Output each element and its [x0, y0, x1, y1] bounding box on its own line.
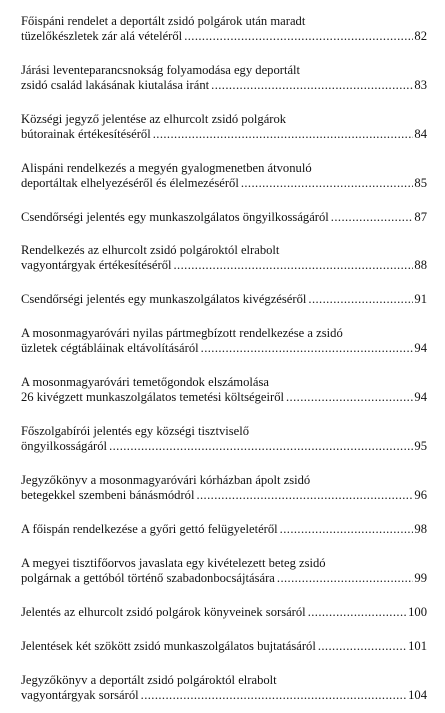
toc-entry-text: tüzelőkészletek zár alá vételéről: [21, 29, 183, 43]
toc-entry: [21, 556, 427, 586]
toc-entry-text: Járási leventeparancsnokság folyamodása egy deportált: [21, 63, 301, 77]
toc-page-number: 100: [408, 605, 427, 619]
toc-page-number: 84: [414, 127, 427, 141]
toc-leader-dots: [184, 29, 413, 44]
toc-leader-dots: [308, 605, 407, 620]
toc-entry-line: [21, 439, 427, 454]
toc-entry-line: [21, 556, 427, 571]
toc-entry-line: [21, 473, 427, 488]
toc-entry: [21, 14, 427, 44]
toc-entry-text: öngyilkosságáról: [21, 439, 108, 453]
toc-entry: [21, 161, 427, 191]
toc-entry-line: [21, 488, 427, 503]
toc-entry: [21, 375, 427, 405]
toc-entry-line: [21, 326, 427, 341]
toc-page-number: 88: [414, 258, 427, 272]
toc-page-number: 94: [414, 341, 427, 355]
toc-page-number: 101: [408, 639, 427, 653]
toc-entry: [21, 424, 427, 454]
toc-entry-text: betegekkel szembeni bánásmódról: [21, 488, 195, 502]
toc-leader-dots: [174, 258, 414, 273]
toc-entry-text: Községi jegyző jelentése az elhurcolt zsidó polgárok: [21, 112, 287, 126]
toc-entry-text: vagyontárgyak sorsáról: [21, 688, 139, 702]
toc-entry-line: [21, 688, 427, 703]
toc-entry-text: A mosonmagyaróvári temetőgondok elszámolása: [21, 375, 269, 389]
toc-entry-line: [21, 390, 427, 405]
toc-leader-dots: [141, 688, 407, 703]
toc-leader-dots: [201, 341, 414, 356]
toc-entry-text: bútorainak értékesítéséről: [21, 127, 151, 141]
toc-leader-dots: [308, 292, 413, 307]
toc-entry-text: üzletek cégtábláinak eltávolításáról: [21, 341, 199, 355]
toc-entry-text: A főispán rendelkezése a győri gettó felügyeletéről: [21, 522, 278, 536]
toc-entry-line: [21, 127, 427, 142]
toc-entry: [21, 243, 427, 273]
toc-leader-dots: [211, 78, 413, 93]
toc-entry: [21, 673, 427, 703]
toc-page-number: 94: [414, 390, 427, 404]
toc-leader-dots: [280, 522, 414, 537]
toc-entry: [21, 522, 427, 537]
toc-entry-line: [21, 571, 427, 586]
toc-entry-text: Jelentés az elhurcolt zsidó polgárok könyveinek sorsáról: [21, 605, 306, 619]
toc-page-number: 98: [414, 522, 427, 536]
toc-entry-text: Jegyzőkönyv a mosonmagyaróvári kórházban ápolt zsidó: [21, 473, 311, 487]
toc-entry-line: [21, 176, 427, 191]
toc-entry: [21, 112, 427, 142]
toc-page-number: 104: [408, 688, 427, 702]
toc-entry-line: [21, 112, 427, 127]
toc-page-number: 95: [414, 439, 427, 453]
toc-leader-dots: [153, 127, 414, 142]
toc-entry: [21, 292, 427, 307]
toc-entry-text: Rendelkezés az elhurcolt zsidó polgároktól elrabolt: [21, 243, 280, 257]
toc-leader-dots: [109, 439, 413, 454]
toc-entry-text: A megyei tisztifőorvos javaslata egy kivételezett beteg zsidó: [21, 556, 326, 570]
toc-entry-text: deportáltak elhelyezéséről és élelmezéséről: [21, 176, 239, 190]
toc-entry-line: [21, 29, 427, 44]
toc-entry-line: [21, 341, 427, 356]
toc-entry-line: [21, 161, 427, 176]
toc-entry-text: Jelentések két szökött zsidó munkaszolgálatos bujtatásáról: [21, 639, 316, 653]
toc-entry-text: Főispáni rendelet a deportált zsidó polgárok után maradt: [21, 14, 306, 28]
toc-entry-line: [21, 522, 427, 537]
toc-entry-line: [21, 292, 427, 307]
toc-entry-line: [21, 639, 427, 654]
toc-entry: [21, 639, 427, 654]
toc-leader-dots: [196, 488, 413, 503]
toc-entry-line: [21, 243, 427, 258]
toc-page-number: 91: [414, 292, 427, 306]
toc-leader-dots: [241, 176, 414, 191]
toc-page-number: 99: [414, 571, 427, 585]
toc-entry-line: [21, 375, 427, 390]
toc-entry: [21, 605, 427, 620]
toc-page-number: 87: [414, 210, 427, 224]
toc-entry-text: Csendőrségi jelentés egy munkaszolgálatos öngyilkosságáról: [21, 210, 329, 224]
toc-leader-dots: [286, 390, 413, 405]
toc-entry-text: zsidó család lakásának kiutalása iránt: [21, 78, 210, 92]
toc-entry-text: Alispáni rendelkezés a megyén gyalogmenetben átvonuló: [21, 161, 312, 175]
toc-entry-line: [21, 673, 427, 688]
toc-entry-text: A mosonmagyaróvári nyilas pártmegbízott rendelkezése a zsidó: [21, 326, 343, 340]
toc-entry-line: [21, 424, 427, 439]
toc-page-number: 82: [414, 29, 427, 43]
toc-entry: [21, 210, 427, 225]
toc-entry-line: [21, 78, 427, 93]
toc-entry: [21, 63, 427, 93]
toc-leader-dots: [277, 571, 414, 586]
toc-entry-line: [21, 605, 427, 620]
toc-entry-text: Csendőrségi jelentés egy munkaszolgálatos kivégzéséről: [21, 292, 307, 306]
toc-entry-text: 26 kivégzett munkaszolgálatos temetési költségeiről: [21, 390, 284, 404]
toc-entry-line: [21, 63, 427, 78]
toc-page-number: 96: [414, 488, 427, 502]
toc-entry-text: Főszolgabírói jelentés egy községi tisztviselő: [21, 424, 250, 438]
toc-entry-line: [21, 210, 427, 225]
toc-entry-line: [21, 14, 427, 29]
toc-entry: [21, 326, 427, 356]
toc-entry-line: [21, 258, 427, 273]
toc-leader-dots: [331, 210, 414, 225]
toc-page-number: 85: [414, 176, 427, 190]
toc-entry: [21, 473, 427, 503]
toc-leader-dots: [318, 639, 407, 654]
toc-page-number: 83: [414, 78, 427, 92]
toc-entry-text: vagyontárgyak értékesítéséről: [21, 258, 172, 272]
toc-entry-text: polgárnak a gettóból történő szabadonbocsájtására: [21, 571, 275, 585]
toc-entry-text: Jegyzőkönyv a deportált zsidó polgároktól elrabolt: [21, 673, 277, 687]
